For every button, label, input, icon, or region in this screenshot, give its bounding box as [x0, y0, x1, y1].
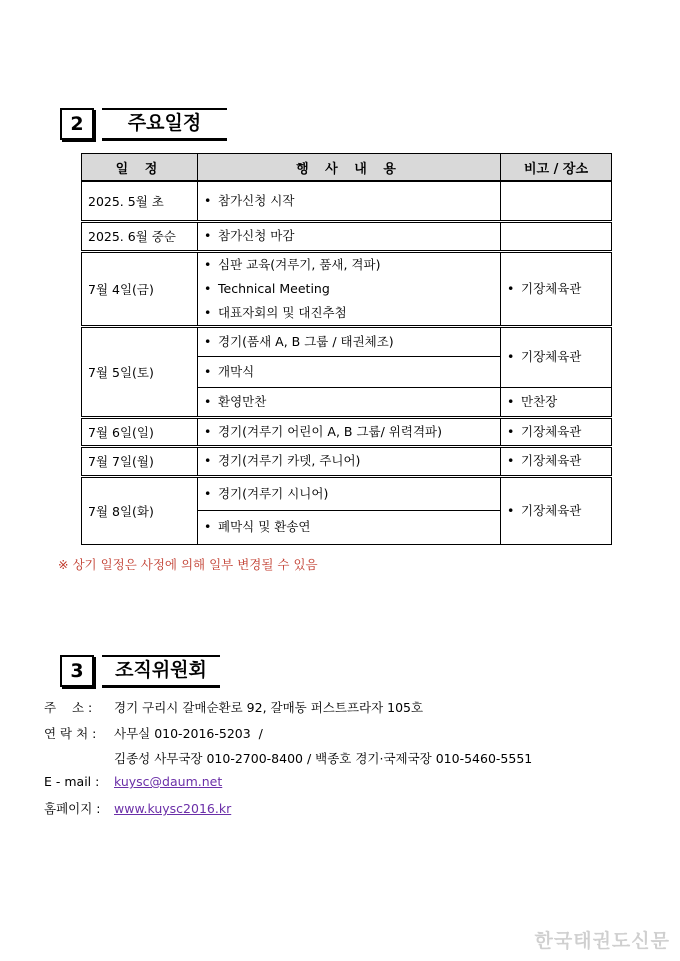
org-address: [44, 698, 423, 716]
table-header-row: [82, 154, 612, 182]
row-item: • 폐막식 및 환송연: [204, 515, 494, 539]
row-item: • 환영만찬: [204, 390, 494, 414]
header-place: 비고 / 장소: [501, 154, 612, 182]
table-row: [82, 251, 612, 326]
row-item: • 경기(겨루기 시니어): [204, 482, 494, 506]
row-item: • 경기(겨루기 카뎃, 주니어): [204, 449, 494, 473]
row-place: • 기장체육관: [507, 449, 605, 473]
row-place: • 기장체육관: [507, 499, 605, 523]
schedule-note: ※ 상기 일정은 사정에 의해 일부 변경될 수 있음: [58, 557, 318, 572]
row-date: 2025. 5월 초: [82, 181, 198, 221]
address-value: 경기 구리시 갈매순환로 92, 갈매동 퍼스트프라자 105호: [114, 700, 424, 715]
org-contact-people: 김종성 사무국장 010-2700-8400 / 백종호 경기·국제국장 010-5460-5551: [114, 751, 533, 766]
schedule-table: [81, 153, 612, 545]
row-item: • 대표자회의 및 대진추첨: [204, 301, 494, 325]
row-place: [501, 181, 612, 221]
row-item: • 경기(품새 A, B 그룹 / 태권체조): [204, 330, 494, 354]
row-place: • 기장체육관: [507, 420, 605, 444]
row-date: 2025. 6월 중순: [82, 221, 198, 251]
row-item: • 심판 교육(겨루기, 품새, 격파): [204, 253, 494, 277]
contact-office: 사무실 010-2016-5203 /: [114, 726, 263, 741]
contact-label: 연 락 처 :: [44, 726, 97, 741]
homepage-link[interactable]: www.kuysc2016.kr: [114, 801, 232, 816]
row-place: • 만찬장: [507, 390, 605, 414]
row-date: 7월 8일(화): [82, 476, 198, 544]
row-date: 7월 4일(금): [82, 251, 198, 326]
table-row: [82, 417, 612, 446]
header-date: 일 정: [82, 154, 198, 182]
section-number: 3: [60, 655, 94, 687]
table-row: [82, 181, 612, 221]
row-date: 7월 5일(토): [82, 326, 198, 417]
section-number: 2: [60, 108, 94, 140]
org-homepage: [44, 799, 231, 817]
org-contact: [44, 724, 263, 742]
row-place: • 기장체육관: [507, 345, 605, 369]
row-item: • 경기(겨루기 어린이 A, B 그룹/ 위력격파): [204, 420, 494, 444]
homepage-label: 홈페이지 :: [44, 801, 101, 816]
table-row: [82, 446, 612, 476]
watermark-text: 한국태권도신문: [534, 930, 670, 952]
row-item: • 참가신청 시작: [204, 189, 494, 213]
table-row: [82, 476, 612, 510]
row-date: 7월 6일(일): [82, 417, 198, 446]
table-row: [82, 221, 612, 251]
row-date: 7월 7일(월): [82, 446, 198, 476]
row-place: [501, 221, 612, 251]
row-item: • 참가신청 마감: [204, 224, 494, 248]
section-title: 주요일정: [102, 108, 227, 141]
row-place: • 기장체육관: [507, 277, 605, 301]
org-email: [44, 774, 222, 789]
header-content: 행 사 내 용: [198, 154, 501, 182]
table-row: [82, 326, 612, 356]
row-item: • 개막식: [204, 360, 494, 384]
address-label: 주 소 :: [44, 700, 93, 715]
email-label: E - mail :: [44, 774, 100, 789]
row-item: • Technical Meeting: [204, 277, 494, 301]
email-link[interactable]: kuysc@daum.net: [114, 774, 223, 789]
section-title: 조직위원회: [102, 655, 220, 688]
